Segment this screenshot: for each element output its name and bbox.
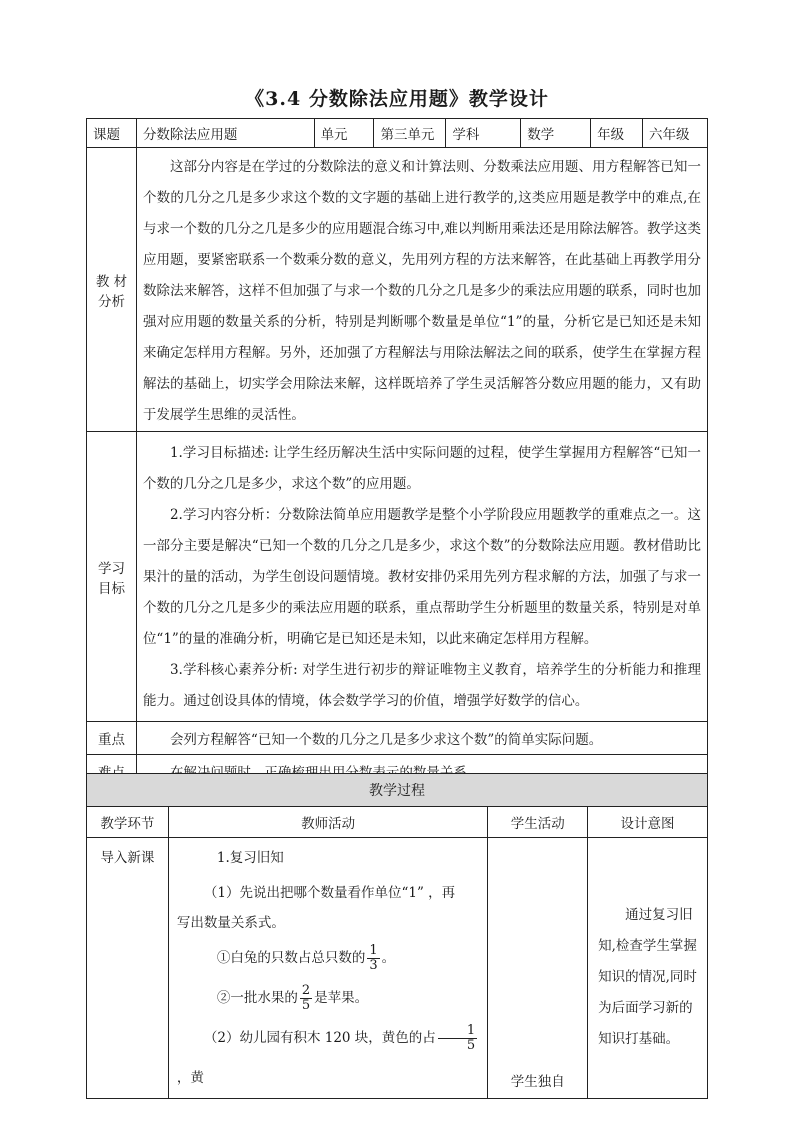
review-item-3-text: ②一批水果的 bbox=[216, 990, 298, 1006]
topic-label: 课题 bbox=[87, 119, 137, 148]
grade-label: 年级 bbox=[591, 119, 643, 148]
review-heading: 1.复习旧知 bbox=[216, 850, 284, 866]
col-stage: 教学环节 bbox=[87, 807, 169, 838]
header-row bbox=[87, 119, 708, 148]
goal-paragraph-1: 1.学习目标描述: 让学生经历解决生活中实际问题的过程，使学生掌握用方程解答“已知一个数的几分之几是多少，求这个数”的应用题。 bbox=[142, 445, 701, 492]
col-student: 学生活动 bbox=[488, 807, 588, 838]
key-point-row bbox=[87, 722, 708, 755]
key-point-label: 重点 bbox=[87, 722, 137, 755]
analysis-row bbox=[87, 148, 708, 432]
unit-label: 单元 bbox=[314, 119, 374, 148]
grade-value: 六年级 bbox=[643, 119, 708, 148]
fraction-numerator: 1 bbox=[438, 1024, 477, 1039]
review-item-2 bbox=[177, 938, 479, 978]
col-teacher: 教师活动 bbox=[168, 807, 487, 838]
analysis-cell bbox=[136, 148, 707, 432]
stage-cell: 导入新课 bbox=[87, 838, 169, 1099]
subject-value: 数学 bbox=[521, 119, 591, 148]
design-intent-cell bbox=[588, 838, 708, 1099]
topic-value: 分数除法应用题 bbox=[136, 119, 314, 148]
student-activity-cell: 学生独自 bbox=[488, 838, 588, 1099]
key-point-text: 会列方程解答“已知一个数的几分之几是多少求这个数”的简单实际问题。 bbox=[169, 732, 603, 748]
teaching-process-table bbox=[86, 773, 708, 1099]
fraction-numerator: 1 bbox=[369, 943, 378, 958]
goals-label: 学习 目标 bbox=[87, 432, 137, 722]
unit-value: 第三单元 bbox=[374, 119, 446, 148]
review-item-3-end: 是苹果。 bbox=[314, 990, 369, 1006]
document-title: 《3.4 分数除法应用题》教学设计 bbox=[245, 88, 549, 110]
fraction-denominator: 3 bbox=[369, 958, 378, 973]
lesson-info-table bbox=[86, 118, 708, 788]
review-item-3 bbox=[177, 978, 479, 1018]
subject-label: 学科 bbox=[446, 119, 521, 148]
design-intent-text: 通过复习旧知,检查学生掌握知识的情况,同时为后面学习新的知识打基础。 bbox=[598, 907, 697, 1047]
fraction-one-third bbox=[367, 944, 379, 973]
fraction-one-fifth bbox=[438, 1024, 477, 1053]
process-row-intro bbox=[87, 838, 708, 1099]
process-title: 教学过程 bbox=[87, 774, 708, 807]
fraction-two-fifths bbox=[300, 984, 312, 1013]
analysis-text: 这部分内容是在学过的分数除法的意义和计算法则、分数乘法应用题、用方程解答已知一个数的几分之几是多少求这个数的文字题的基础上进行教学的,这类应用题是教学中的难点,在与求一个数的几分之几是多少的应用题混合练习中,难以判断用乘法还是用除法解答。教学这类应用题，要紧密联系一个数乘分数的意义，先用列方程的方法来解答，在此基础上再教学用分数除法来解答，这样不但加强了与求一个数的几分之几是多少的乘法应用题的联系，同时也加强对应用题的数量关系的分析，特别是判断哪个数量是单位“1”的量，分析它是已知还是未知来确定怎样用方程解。另外，还加强了方程解法与用除法解法之间的联系，使学生在掌握方程解法的基础上，切实学会用除法来解，这样既培养了学生灵活解答分数应用题的能力，又有助于发展学生思维的灵活性。 bbox=[142, 159, 701, 423]
teacher-activity-cell bbox=[168, 838, 487, 1099]
review-item-4-end: ，黄 bbox=[176, 1070, 204, 1086]
analysis-label: 教 材 分析 bbox=[87, 148, 137, 432]
fraction-numerator: 2 bbox=[301, 983, 311, 998]
review-item-4 bbox=[177, 1018, 479, 1098]
col-intent: 设计意图 bbox=[588, 807, 708, 838]
fraction-denominator: 5 bbox=[466, 1038, 476, 1053]
goals-row bbox=[87, 432, 708, 722]
process-title-row bbox=[87, 774, 708, 807]
review-item-1b: 写出数量关系式。 bbox=[176, 915, 285, 931]
review-item-2-end: 。 bbox=[381, 950, 396, 966]
review-item-4-text: （2）幼儿园有积木 120 块，黄色的占 bbox=[203, 1030, 436, 1046]
key-point-cell bbox=[136, 722, 707, 755]
goal-paragraph-2: 2.学习内容分析：分数除法简单应用题教学是整个小学阶段应用题教学的重难点之一。这一部分主要是解决“已知一个数的几分之几是多少，求这个数”的分数除法应用题。教材借助比果汁的量的活动，为学生创设问题情境。教材安排仍采用先列方程求解的方法，加强了与求一个数的几分之几是多少的乘法应用题的联系，重点帮助学生分析题里的数量关系，特别是对单位“1”的量的准确分析，明确它是已知还是未知，以此来确定怎样用方程解。 bbox=[142, 507, 701, 647]
fraction-denominator: 5 bbox=[301, 998, 311, 1013]
goal-paragraph-3: 3.学科核心素养分析: 对学生进行初步的辩证唯物主义教育，培养学生的分析能力和推理能力。通过创设具体的情境，体会数学学习的价值，增强学好数学的信心。 bbox=[142, 662, 701, 709]
review-item-1a: （1）先说出把哪个数量看作单位“1” ，再 bbox=[203, 885, 456, 901]
goals-cell bbox=[136, 432, 707, 722]
review-item-2-text: ①白兔的只数占总只数的 bbox=[216, 950, 366, 966]
process-column-headers bbox=[87, 807, 708, 838]
